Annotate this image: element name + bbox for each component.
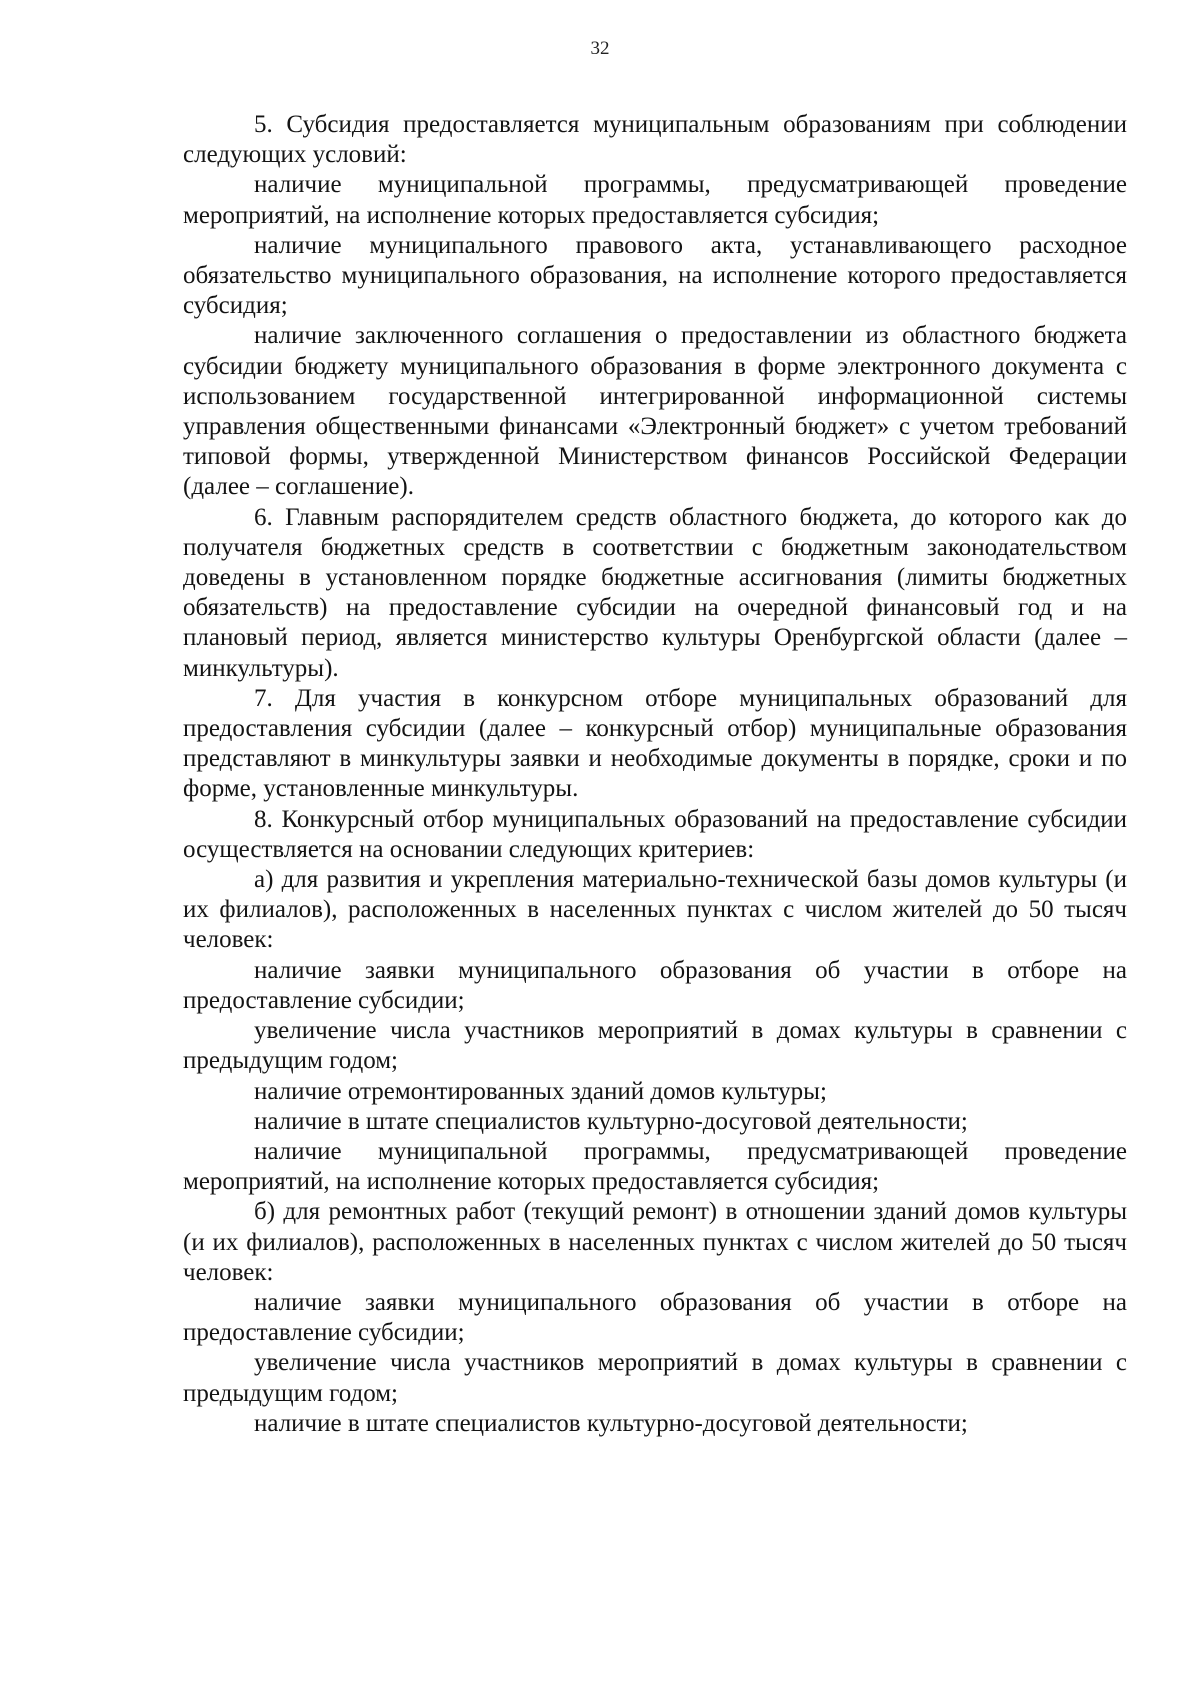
criteria-a-application: наличие заявки муниципального образования об участии в отборе на предоставление субсидии;	[183, 956, 1127, 1014]
criteria-a-intro: а) для развития и укрепления материально-технической базы домов культуры (и их филиалов), расположенных в населенных пунктах с числом жителей до 50 тысяч человек:	[183, 866, 1127, 954]
paragraph-8-criteria: 8. Конкурсный отбор муниципальных образований на предоставление субсидии осуществляется на основании следующих критериев:	[183, 805, 1127, 863]
criteria-b-staff-specialists: наличие в штате специалистов культурно-досуговой деятельности;	[254, 1409, 968, 1437]
condition-municipal-program: наличие муниципальной программы, предусматривающей проведение мероприятий, на исполнение которых предоставляется субсидия;	[183, 171, 1127, 229]
condition-agreement: наличие заключенного соглашения о предоставлении из областного бюджета субсидии бюджету муниципального образования в форме электронного документа с использованием государственной интегрированной информационной системы управления общественными финансами «Электронный бюджет» с учетом требований типовой формы, утвержденной Министерством финансов Российской Федерации (далее – соглашение).	[183, 322, 1127, 501]
criteria-a-municipal-program: наличие муниципальной программы, предусматривающей проведение мероприятий, на исполнение которых предоставляется субсидия;	[183, 1137, 1127, 1196]
criteria-a-staff-specialists: наличие в штате специалистов культурно-досуговой деятельности;	[254, 1107, 968, 1135]
paragraph-6-main-administrator: 6. Главным распорядителем средств областного бюджета, до которого как до получателя бюджетных средств в соответствии с бюджетным законодательством доведены в установленном порядке бюджетные ассигнования (лимиты бюджетных обязательств) на предоставление субсидии на очередной финансовый год и на плановый период, является министерство культуры Оренбургской области (далее – минкультуры).	[183, 503, 1127, 682]
criteria-a-participants: увеличение числа участников мероприятий в домах культуры в сравнении с предыдущим годом;	[183, 1017, 1127, 1075]
condition-legal-act: наличие муниципального правового акта, устанавливающего расходное обязательство муниципального образования, на исполнение которого предоставляется субсидия;	[183, 231, 1127, 320]
page-number: 32	[590, 38, 610, 59]
criteria-b-application: наличие заявки муниципального образования об участии в отборе на предоставление субсидии;	[183, 1288, 1127, 1347]
criteria-a-renovated-buildings: наличие отремонтированных зданий домов культуры;	[254, 1077, 827, 1105]
criteria-b-intro: б) для ремонтных работ (текущий ремонт) в отношении зданий домов культуры (и их филиалов), расположенных в населенных пунктах с числом жителей до 50 тысяч человек:	[183, 1198, 1127, 1286]
document-body	[183, 110, 1127, 1439]
paragraph-7-competitive-selection: 7. Для участия в конкурсном отборе муниципальных образований для предоставления субсидии (далее – конкурсный отбор) муниципальные образования представляют в минкультуры заявки и необходимые документы в порядке, сроки и по форме, установленные минкультуры.	[183, 684, 1127, 803]
paragraph-5-conditions: 5. Субсидия предоставляется муниципальным образованиям при соблюдении следующих условий:	[183, 111, 1127, 169]
criteria-b-participants: увеличение числа участников мероприятий в домах культуры в сравнении с предыдущим годом;	[183, 1349, 1127, 1407]
